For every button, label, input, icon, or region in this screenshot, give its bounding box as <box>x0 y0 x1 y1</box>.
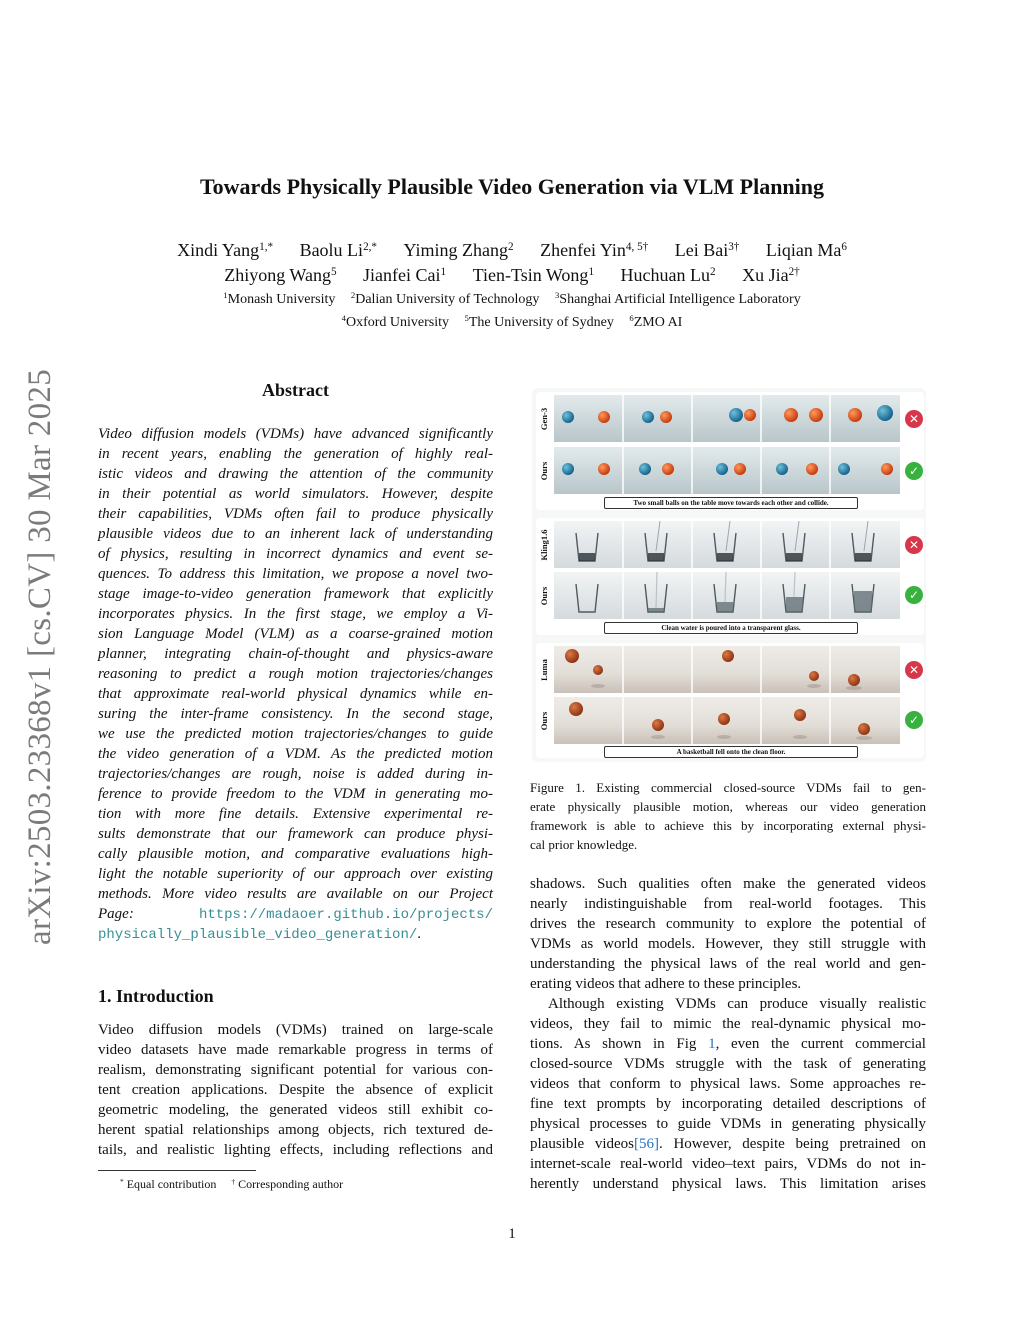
figure-row-luma <box>539 646 900 693</box>
figure-caption <box>530 778 926 854</box>
success-check-icon: ✓ <box>905 711 923 729</box>
body-line: drives the research community to explore the potential of <box>530 916 926 932</box>
paper-title: Towards Physically Plausible Video Generation via VLM Planning <box>199 174 825 199</box>
intro-line: herent spatial relationships among objects, rich textured de- <box>98 1122 493 1138</box>
figure-row-ours-water <box>539 572 900 619</box>
affiliation: $^4$Oxford University <box>341 313 450 330</box>
body-line: herently understand physical laws. This limitation arises <box>530 1176 926 1192</box>
body-line: tions. As shown in Fig 1, even the current commercial <box>530 1036 926 1052</box>
body-line: videos, they fail to mimic the real-dynamic physical mo- <box>530 1016 926 1032</box>
right-column-body <box>530 874 926 1194</box>
author-list-line-2 <box>0 265 1024 286</box>
introduction-heading: 1. Introduction <box>98 986 214 1006</box>
figure-row-ours-balls <box>539 447 900 494</box>
figure-block-balls <box>536 392 924 510</box>
affiliation: $^3$Shanghai Artificial Intelligence Laboratory <box>554 290 801 307</box>
caption-line: framework is able to achieve this by incorporating external physi- <box>530 818 926 833</box>
abstract-line: istic videos and drawing the attention of the community <box>98 466 493 482</box>
author-list-line-1 <box>0 240 1024 261</box>
figure-reference-link[interactable]: 1 <box>708 1036 716 1052</box>
abstract-line: we use the predicted motion trajectories/changes to guide <box>98 726 493 742</box>
author: Tien-Tsin Wong$^1$ <box>472 265 595 285</box>
body-line: understanding the physical laws of the real world and gen- <box>530 956 926 972</box>
abstract-line: their capabilities, VDMs often fail to produce physically <box>98 506 493 522</box>
abstract-line: light the notable superiority of our approach over existing <box>98 866 493 882</box>
affiliation-line-1 <box>0 292 1024 308</box>
abstract-line: ference to provide freedom to the VDM in generating mo- <box>98 786 493 802</box>
caption-line: cal prior knowledge. <box>530 837 638 852</box>
abstract-line: trajectories/changes are rough, noise is added during in- <box>98 766 493 782</box>
abstract-line: sion Language Model (VLM) as a coarse-grained motion <box>98 626 493 642</box>
body-line: closed-source VDMs struggle with the task of generating <box>530 1056 926 1072</box>
figure-row-gen3 <box>539 395 900 442</box>
affiliation: $^5$The University of Sydney <box>464 313 614 330</box>
water-frames-ours <box>554 572 900 619</box>
introduction-body <box>98 1020 493 1160</box>
figure-prompt-basketball: A basketball fell onto the clean floor. <box>604 746 858 758</box>
author: Huchuan Lu$^2$ <box>620 265 716 285</box>
intro-line: realism, demonstrating significant potential for various con- <box>98 1062 493 1078</box>
success-check-icon: ✓ <box>905 462 923 480</box>
body-line: Although existing VDMs can produce visually realistic <box>548 996 926 1012</box>
figure-block-water <box>536 518 924 635</box>
abstract-line: sults demonstrate that our framework can produce physi- <box>98 826 493 842</box>
abstract-line: methods. More video results are available on our Project <box>98 886 493 902</box>
author: Xu Jia$^{2\dagger}$ <box>742 265 800 285</box>
abstract-line: of physics, resulting in incorrect dynamics and event se- <box>98 546 493 562</box>
intro-line: Video diffusion models (VDMs) trained on large-scale <box>98 1022 493 1038</box>
abstract-line: the video generation of a VDM. As the predicted motion <box>98 746 493 762</box>
body-line: plausible videos[56]. However, despite being pretrained on <box>530 1136 926 1152</box>
fail-cross-icon: ✕ <box>905 410 923 428</box>
abstract-url-line: physically_plausible_video_generation/. <box>98 926 422 943</box>
caption-line: erate physically plausible motion, whereas our video generation <box>530 799 926 814</box>
project-page-link[interactable]: https://madaoer.github.io/projects/ <box>198 907 493 923</box>
intro-line: tent creation applications. Despite the absence of explicit <box>98 1082 493 1098</box>
balls-frames-ours <box>554 447 900 494</box>
body-line: internet-scale real-world video–text pairs, VDMs do not in- <box>530 1156 926 1172</box>
abstract-heading: Abstract <box>262 380 329 400</box>
abstract-line: suring the inter-frame consistency. In the second stage, <box>98 706 493 722</box>
row-label: Ours <box>539 586 549 606</box>
balls-frames-gen3 <box>554 395 900 442</box>
figure-prompt-water: Clean water is poured into a transparent glass. <box>604 622 858 634</box>
body-line: fine text prompts by incorporating detailed descriptions of <box>530 1096 926 1112</box>
intro-line: video datasets have made remarkable progress in terms of <box>98 1042 493 1058</box>
author: Liqian Ma$^6$ <box>765 240 847 260</box>
body-line: erating videos that adhere to these principles. <box>530 976 802 992</box>
body-line: videos that conform to physical laws. Some approaches re- <box>530 1076 926 1092</box>
basketball-frames-luma <box>554 646 900 693</box>
water-frames-kling <box>554 521 900 568</box>
abstract-line: planner, integrating chain-of-thought and physics-aware <box>98 646 493 662</box>
abstract-line: tion with more fine details. Extensive experimental re- <box>98 806 493 822</box>
affiliation: $^2$Dalian University of Technology <box>350 290 540 307</box>
project-page-link-continued[interactable]: physically_plausible_video_generation/ <box>98 927 418 943</box>
author: Jianfei Cai$^1$ <box>363 265 447 285</box>
abstract-line: reasoning to predict a rough motion trajectories/changes <box>98 666 493 682</box>
abstract-line: stage image-to-video generation framework that explicitly <box>98 586 493 602</box>
author: Baolu $Li^{2,*}$ <box>299 240 378 260</box>
author: Lei Bai$^{3\dagger}$ <box>674 240 740 260</box>
row-label: Gen-3 <box>539 407 549 431</box>
body-line: shadows. Such qualities often make the generated videos <box>530 876 926 892</box>
arxiv-identifier-stamp: arXiv:2503.23368v1 [cs.CV] 30 Mar 2025 <box>22 369 58 945</box>
basketball-frames-ours <box>554 697 900 744</box>
figure-1 <box>532 388 926 762</box>
intro-line: geometric modeling, the generated videos still exhibit co- <box>98 1102 493 1118</box>
abstract-line: in recent years, enabling the generation of highly real- <box>98 446 493 462</box>
fail-cross-icon: ✕ <box>905 536 923 554</box>
figure-row-kling <box>539 521 900 568</box>
abstract-url-line: Page: https://madaoer.github.io/projects/ <box>98 906 493 923</box>
abstract-line: plausible videos due to an inherent lack of understanding <box>98 526 493 542</box>
affiliation: $^6$ZMO AI <box>629 313 683 330</box>
footnote-divider <box>98 1170 256 1171</box>
abstract-line: in their potential as world simulators. However, despite <box>98 486 493 502</box>
body-line: physical processes to guide VDMs in generating physically <box>530 1116 926 1132</box>
footnote: * Equal contribution † Corresponding author <box>120 1176 344 1191</box>
figure-row-ours-basketball <box>539 697 900 744</box>
abstract-line: cally plausible motion, and comparative evaluations high- <box>98 846 493 862</box>
figure-block-basketball <box>536 643 924 758</box>
citation-link[interactable]: [56] <box>634 1136 660 1152</box>
row-label: Kling1.6 <box>539 529 549 561</box>
page-number: 1 <box>508 1226 516 1242</box>
row-label: Luma <box>539 659 549 681</box>
caption-line: Figure 1. Existing commercial closed-source VDMs fail to gen- <box>530 780 926 795</box>
affiliation-line-2 <box>0 315 1024 331</box>
success-check-icon: ✓ <box>905 586 923 604</box>
body-line: nearly indistinguishable from real-world footages. This <box>530 896 926 912</box>
abstract-line: that approximate real-world physical dynamics while en- <box>98 686 493 702</box>
abstract-line: Video diffusion models (VDMs) have advanced significantly <box>98 426 493 442</box>
row-label: Ours <box>539 461 549 481</box>
row-label: Ours <box>539 711 549 731</box>
author: Yiming Zhang$^2$ <box>403 240 514 260</box>
author: Zhenfei Yin$^{4, 5\dagger}$ <box>540 240 649 260</box>
affiliation: $^1$Monash University <box>223 290 336 307</box>
abstract-line: quences. To address this limitation, we propose a novel two- <box>98 566 493 582</box>
author: Xindi Yang$^{1,*}$ <box>177 240 274 260</box>
figure-prompt-balls: Two small balls on the table move towards each other and collide. <box>604 497 858 509</box>
author: Zhiyong Wang$^5$ <box>224 265 337 285</box>
fail-cross-icon: ✕ <box>905 661 923 679</box>
abstract-body <box>98 424 493 944</box>
abstract-line: incorporates physics. In the first stage, we employ a Vi- <box>98 606 493 622</box>
body-line: VDMs as world models. However, they still struggle with <box>530 936 926 952</box>
intro-line: tails, and realistic lighting effects, including reflections and <box>98 1142 493 1158</box>
